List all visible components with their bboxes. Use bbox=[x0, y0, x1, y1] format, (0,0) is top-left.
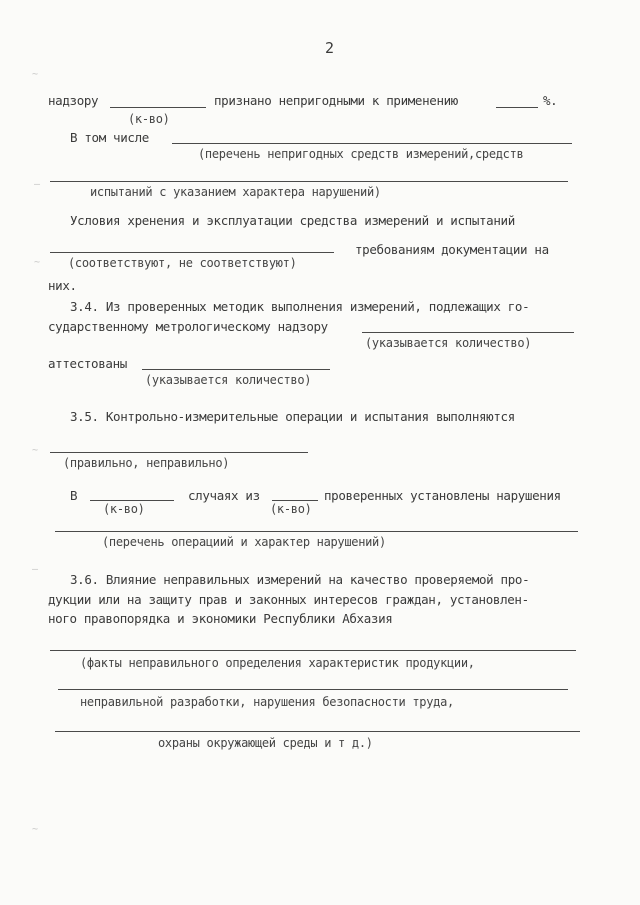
scan-mark: – bbox=[34, 179, 41, 190]
unfit-list-blank bbox=[172, 143, 572, 144]
page-number: 2 bbox=[325, 39, 335, 57]
qty-caption: (к-во) bbox=[128, 112, 170, 126]
unfit-list-blank-2 bbox=[50, 181, 568, 182]
correspond-blank bbox=[50, 252, 334, 253]
in-label: В bbox=[70, 488, 78, 503]
scan-mark: ~ bbox=[32, 445, 39, 456]
percent-sign: %. bbox=[543, 93, 558, 108]
section-3-6-line-3: ного правопорядка и экономики Республики Абхазия bbox=[48, 611, 393, 626]
cases-qty-caption: (к-во) bbox=[103, 502, 145, 516]
scan-mark: – bbox=[32, 564, 39, 575]
environment-caption: охраны окружающей среды и т д.) bbox=[158, 736, 373, 750]
in-that-number-label: В том числе bbox=[70, 130, 149, 145]
design-caption: неправильной разработки, нарушения безопасности труда, bbox=[80, 695, 454, 709]
certified-label: аттестованы bbox=[48, 356, 127, 371]
qty-blank bbox=[110, 107, 206, 108]
operations-blank bbox=[55, 531, 578, 532]
cases-from-label: случаях из bbox=[188, 488, 260, 503]
scan-mark: ~ bbox=[32, 69, 39, 80]
nadzor-label: надзору bbox=[48, 93, 99, 108]
unfit-list-caption: (перечень непригодных средств измерений,средств bbox=[198, 147, 524, 161]
checked-qty-caption: (к-во) bbox=[270, 502, 312, 516]
percent-blank bbox=[496, 107, 538, 108]
scan-mark: ~ bbox=[34, 257, 41, 268]
methods-count-caption: (указывается количество) bbox=[365, 336, 532, 350]
cases-count-blank bbox=[90, 500, 174, 501]
environment-blank bbox=[55, 731, 580, 732]
certified-count-caption: (указывается количество) bbox=[145, 373, 312, 387]
scan-mark: ~ bbox=[32, 824, 39, 835]
section-3-6-line-1: 3.6. Влияние неправильных измерений на качество проверяемой про- bbox=[70, 572, 530, 587]
certified-count-blank bbox=[142, 369, 330, 370]
operations-caption: (перечень операциий и характер нарушений) bbox=[102, 535, 386, 549]
correctness-blank bbox=[50, 452, 308, 453]
facts-blank bbox=[50, 650, 576, 651]
storage-conditions-text: Условия хренения и эксплуатации средства измерений и испытаний bbox=[70, 213, 515, 228]
facts-caption: (факты неправильного определения характеристик продукции, bbox=[80, 656, 475, 670]
correctness-caption: (правильно, неправильно) bbox=[63, 456, 230, 470]
checked-count-blank bbox=[272, 500, 318, 501]
section-3-4-line-1: 3.4. Из проверенных методик выполнения измерений, подлежащих го- bbox=[70, 299, 530, 314]
requirements-docs-text: требованиям документации на bbox=[355, 242, 549, 257]
declared-unfit-label: признано непригодными к применению bbox=[214, 93, 458, 108]
correspond-caption: (соответствуют, не соответствуют) bbox=[68, 256, 297, 270]
design-blank bbox=[58, 689, 568, 690]
section-3-5-line-1: 3.5. Контрольно-измерительные операции и испытания выполняются bbox=[70, 409, 515, 424]
methods-count-blank bbox=[362, 332, 574, 333]
tests-violations-caption: испытаний с указанием характера нарушений) bbox=[90, 185, 381, 199]
section-3-4-line-2: сударственному метрологическому надзору bbox=[48, 319, 328, 334]
section-3-6-line-2: дукции или на защиту прав и законных интересов граждан, установлен- bbox=[48, 592, 529, 607]
violations-found-label: проверенных установлены нарушения bbox=[324, 488, 561, 503]
nikh-text: них. bbox=[48, 278, 77, 293]
